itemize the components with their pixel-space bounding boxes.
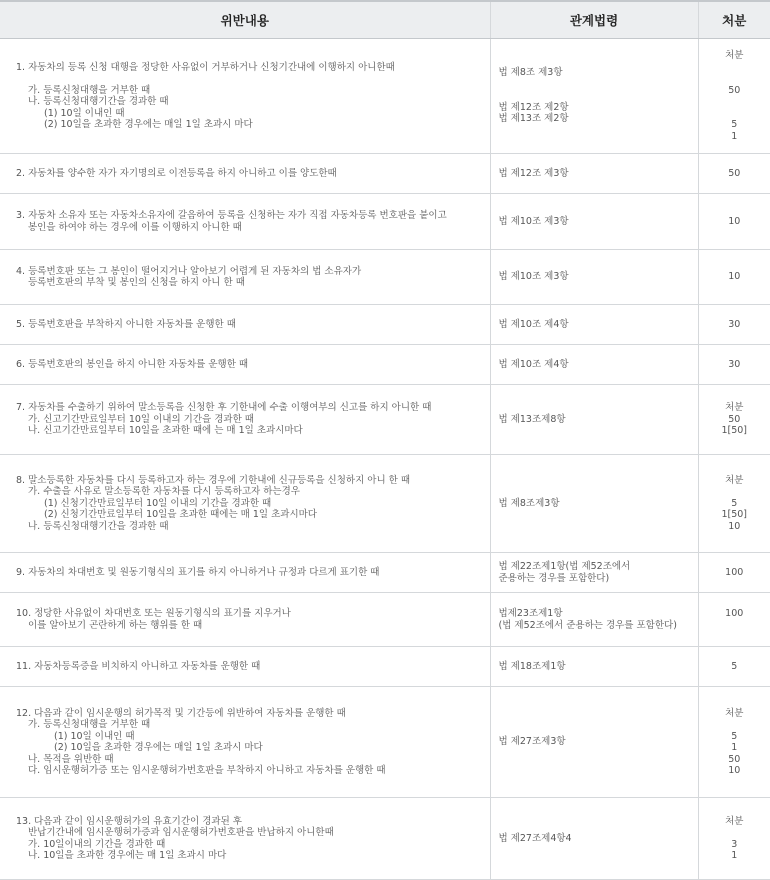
law-line: 법 제12조 제2항 xyxy=(499,102,698,114)
violation-content xyxy=(0,647,490,687)
table-row xyxy=(0,345,770,385)
law-line: 법 제22조제1항(법 제52조에서 xyxy=(499,561,698,573)
penalty-value xyxy=(698,154,770,194)
penalty-value xyxy=(698,798,770,880)
content-line: 가. 등록신청대행을 거부한 때 xyxy=(16,85,490,97)
violation-content xyxy=(0,250,490,305)
table-row xyxy=(0,687,770,798)
header-content: 위반내용 xyxy=(0,1,490,39)
penalty-line: 50 xyxy=(699,168,770,180)
law-line: 법 제10조 제3항 xyxy=(499,271,698,283)
header-penalty: 처분 xyxy=(698,1,770,39)
table-row xyxy=(0,250,770,305)
penalty-value xyxy=(698,647,770,687)
penalty-value xyxy=(698,687,770,798)
content-line xyxy=(16,73,490,85)
penalty-line: 50 xyxy=(699,754,770,766)
violation-content xyxy=(0,194,490,250)
penalty-value xyxy=(698,455,770,553)
penalty-line: 1[50] xyxy=(699,509,770,521)
penalty-line: 100 xyxy=(699,608,770,620)
content-line: 9. 자동차의 차대번호 및 원동기형식의 표기를 하지 아니하거나 규정과 다르게 표기한 때 xyxy=(16,567,490,579)
penalty-line: 10 xyxy=(699,521,770,533)
content-line: 가. 신고기간만료일부터 10일 이내의 기간을 경과한 때 xyxy=(16,414,490,426)
violation-content xyxy=(0,687,490,798)
law-reference xyxy=(490,553,698,593)
law-line: 법 제13조제8항 xyxy=(499,414,698,426)
content-line: (1) 10일 이내인 때 xyxy=(16,108,490,120)
content-line: 등록번호판의 부착 및 봉인의 신청을 하지 아니 한 때 xyxy=(16,277,490,289)
penalty-line: 처분 xyxy=(699,50,770,62)
penalty-line: 1 xyxy=(699,850,770,862)
table-row xyxy=(0,798,770,880)
penalty-value xyxy=(698,553,770,593)
content-line: 가. 수출을 사유로 말소등록한 자동차를 다시 등록하고자 하는경우 xyxy=(16,486,490,498)
penalty-line: 50 xyxy=(699,85,770,97)
penalty-line: 10 xyxy=(699,216,770,228)
law-reference xyxy=(490,39,698,154)
penalty-line xyxy=(699,827,770,839)
law-line: 준용하는 경우를 포함한다) xyxy=(499,573,698,585)
law-line: 법제23조제1항 xyxy=(499,608,698,620)
law-line: 법 제8조제3항 xyxy=(499,498,698,510)
penalty-line: 1 xyxy=(699,131,770,143)
penalty-line xyxy=(699,719,770,731)
header-law: 관계법령 xyxy=(490,1,698,39)
content-line: 4. 등록번호판 또는 그 봉인이 떨어지거나 알아보기 어렵게 된 자동차의 법 소유자가 xyxy=(16,266,490,278)
table-row xyxy=(0,154,770,194)
law-reference xyxy=(490,455,698,553)
penalty-line: 처분 xyxy=(699,708,770,720)
content-line: 2. 자동차를 양수한 자가 자기명의로 이전등록을 하지 아니하고 이를 양도한때 xyxy=(16,168,490,180)
content-line: 12. 다음과 같이 임시운행의 허가목적 및 기간등에 위반하여 자동차를 운행한 때 xyxy=(16,708,490,720)
content-line: (2) 10일을 초과한 경우에는 매일 1일 초과시 마다 xyxy=(16,119,490,131)
law-line xyxy=(499,90,698,102)
law-reference xyxy=(490,385,698,455)
violation-content xyxy=(0,385,490,455)
law-reference xyxy=(490,687,698,798)
content-line: 나. 목적을 위반한 때 xyxy=(16,754,490,766)
law-reference xyxy=(490,593,698,647)
content-line: 7. 자동차를 수출하기 위하여 말소등록을 신청한 후 기한내에 수출 이행여부의 신고를 하지 아니한 때 xyxy=(16,402,490,414)
content-line: 1. 자동차의 등록 신청 대행을 정당한 사유없이 거부하거나 신청기간내에 이행하지 아니한때 xyxy=(16,62,490,74)
penalty-line xyxy=(699,62,770,74)
penalty-line xyxy=(699,108,770,120)
law-line: 법 제8조 제3항 xyxy=(499,67,698,79)
law-reference xyxy=(490,345,698,385)
content-line: 10. 정당한 사유없이 차대번호 또는 원동기형식의 표기를 지우거나 xyxy=(16,608,490,620)
penalty-line: 30 xyxy=(699,359,770,371)
penalty-line xyxy=(699,96,770,108)
table-row xyxy=(0,194,770,250)
law-reference xyxy=(490,647,698,687)
content-line: 다. 임시운행허가증 또는 임시운행허가번호판을 부착하지 아니하고 자동차를 운행한 때 xyxy=(16,765,490,777)
content-line: (2) 신청기간만료일부터 10일을 초과한 때에는 매 1일 초과시마다 xyxy=(16,509,490,521)
content-line: 3. 자동차 소유자 또는 자동차소유자에 갈음하여 등록을 신청하는 자가 직접 자동차등록 번호판을 붙이고 xyxy=(16,210,490,222)
penalty-value xyxy=(698,194,770,250)
penalty-line: 5 xyxy=(699,731,770,743)
content-line: 나. 신고기간만료일부터 10일을 초과한 때에 는 매 1일 초과시마다 xyxy=(16,425,490,437)
content-line: 8. 말소등록한 자동차를 다시 등록하고자 하는 경우에 기한내에 신규등록을 신청하지 아니 한 때 xyxy=(16,475,490,487)
penalty-line: 5 xyxy=(699,119,770,131)
law-line: 법 제10조 제4항 xyxy=(499,359,698,371)
content-line: 봉인을 하여야 하는 경우에 이를 이행하지 아니한 때 xyxy=(16,222,490,234)
penalty-line: 10 xyxy=(699,765,770,777)
table-row xyxy=(0,553,770,593)
penalty-line xyxy=(699,620,770,632)
table-row xyxy=(0,305,770,345)
content-line: 가. 10일이내의 기간을 경과한 때 xyxy=(16,839,490,851)
penalty-line: 1 xyxy=(699,742,770,754)
violation-content xyxy=(0,798,490,880)
table-row xyxy=(0,455,770,553)
law-line xyxy=(499,79,698,91)
law-line: 법 제18조제1항 xyxy=(499,661,698,673)
penalty-line: 처분 xyxy=(699,402,770,414)
penalty-value xyxy=(698,385,770,455)
law-reference xyxy=(490,250,698,305)
law-reference xyxy=(490,305,698,345)
content-line: (2) 10일을 초과한 경우에는 매일 1일 초과시 마다 xyxy=(16,742,490,754)
penalty-line: 100 xyxy=(699,567,770,579)
penalty-line: 5 xyxy=(699,661,770,673)
table-row xyxy=(0,39,770,154)
penalty-line: 1[50] xyxy=(699,425,770,437)
content-line: 가. 등록신청대행을 거부한 때 xyxy=(16,719,490,731)
law-reference xyxy=(490,194,698,250)
content-line: 나. 10일을 초과한 경우에는 매 1일 초과시 마다 xyxy=(16,850,490,862)
law-reference xyxy=(490,798,698,880)
violation-content xyxy=(0,154,490,194)
penalty-line: 처분 xyxy=(699,816,770,828)
violation-content xyxy=(0,39,490,154)
law-line: (법 제52조에서 준용하는 경우를 포함한다) xyxy=(499,620,698,632)
content-line: 11. 자동차등록증을 비치하지 아니하고 자동차를 운행한 때 xyxy=(16,661,490,673)
penalty-line xyxy=(699,73,770,85)
violation-content xyxy=(0,553,490,593)
table-row xyxy=(0,647,770,687)
law-reference xyxy=(490,154,698,194)
content-line: (1) 10일 이내인 때 xyxy=(16,731,490,743)
penalty-line: 30 xyxy=(699,319,770,331)
law-line: 법 제10조 제4항 xyxy=(499,319,698,331)
violation-content xyxy=(0,305,490,345)
penalty-value xyxy=(698,305,770,345)
law-line: 법 제27조제4항4 xyxy=(499,833,698,845)
law-line: 법 제12조 제3항 xyxy=(499,168,698,180)
content-line: 나. 등록신청대행기간을 경과한 때 xyxy=(16,96,490,108)
penalty-value xyxy=(698,593,770,647)
content-line: 13. 다음과 같이 임시운행허가의 유효기간이 경과된 후 xyxy=(16,816,490,828)
law-line: 법 제13조 제2항 xyxy=(499,113,698,125)
content-line: 나. 등록신청대행기간을 경과한 때 xyxy=(16,521,490,533)
law-line: 법 제10조 제3항 xyxy=(499,216,698,228)
violation-content xyxy=(0,455,490,553)
penalty-value xyxy=(698,250,770,305)
penalty-line: 3 xyxy=(699,839,770,851)
content-line: 6. 등록번호판의 봉인을 하지 아니한 자동차를 운행한 때 xyxy=(16,359,490,371)
penalty-line: 10 xyxy=(699,271,770,283)
penalty-line: 처분 xyxy=(699,475,770,487)
content-line: 반납기간내에 임시운행허가증과 임시운행허가번호판을 반납하지 아니한때 xyxy=(16,827,490,839)
content-line: 이를 알아보기 곤란하게 하는 행위를 한 때 xyxy=(16,620,490,632)
penalty-value xyxy=(698,345,770,385)
penalty-line: 5 xyxy=(699,498,770,510)
penalty-line: 50 xyxy=(699,414,770,426)
table-row xyxy=(0,385,770,455)
law-line: 법 제27조제3항 xyxy=(499,736,698,748)
header-row xyxy=(0,1,770,39)
content-line: (1) 신청기간만료일부터 10일 이내의 기간을 경과한 때 xyxy=(16,498,490,510)
content-line: 5. 등록번호판을 부착하지 아니한 자동차를 운행한 때 xyxy=(16,319,490,331)
violation-content xyxy=(0,345,490,385)
penalty-line xyxy=(699,486,770,498)
violation-content xyxy=(0,593,490,647)
table-row xyxy=(0,593,770,647)
penalty-value xyxy=(698,39,770,154)
